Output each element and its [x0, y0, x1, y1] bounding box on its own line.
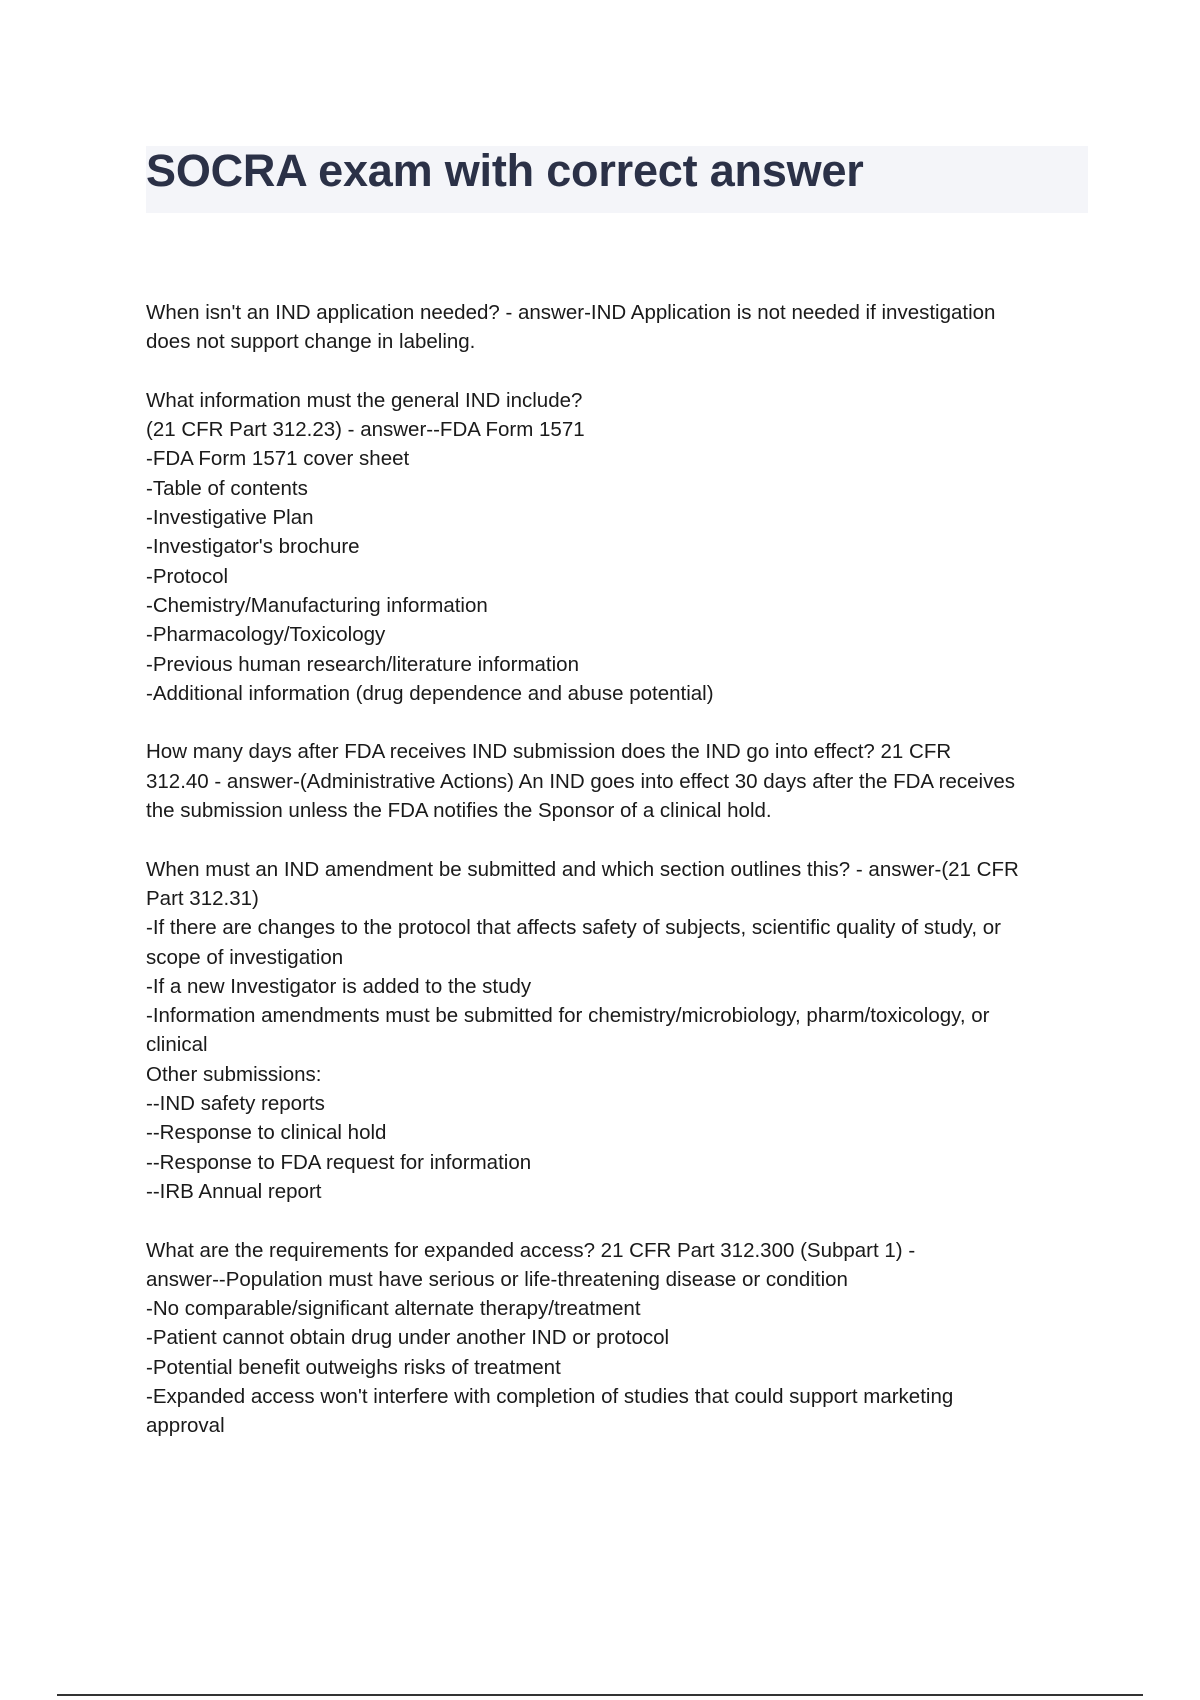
text-line: scope of investigation — [146, 945, 344, 969]
text-line: -Potential benefit outweighs risks of treatment — [146, 1355, 561, 1379]
text-line: -Investigator's brochure — [146, 535, 360, 559]
text-line: -Patient cannot obtain drug under another IND or protocol — [146, 1326, 670, 1350]
text-line: the submission unless the FDA notifies the Sponsor of a clinical hold. — [146, 799, 772, 823]
text-line: -Table of contents — [146, 476, 308, 500]
text-line: answer--Population must have serious or life-threatening disease or condition — [146, 1267, 848, 1291]
text-line: clinical — [146, 1033, 208, 1057]
page-title: SOCRA exam with correct answer — [146, 145, 864, 196]
text-line: does not support change in labeling. — [146, 330, 476, 354]
qa-block-1 — [146, 298, 1096, 357]
text-line: -Chemistry/Manufacturing information — [146, 593, 488, 617]
text-line: --Response to clinical hold — [146, 1121, 387, 1145]
text-line: Part 312.31) — [146, 886, 259, 910]
text-line: -Pharmacology/Toxicology — [146, 623, 386, 647]
text-line: -If a new Investigator is added to the study — [146, 974, 532, 998]
text-line: -Additional information (drug dependence and abuse potential) — [146, 681, 714, 705]
qa-block-3 — [146, 737, 1096, 825]
text-line: How many days after FDA receives IND submission does the IND go into effect? 21 CFR — [146, 740, 952, 764]
text-line: What information must the general IND include? — [146, 388, 583, 412]
qa-block-2 — [146, 386, 1096, 708]
text-line: -Investigative Plan — [146, 506, 314, 530]
text-line: -If there are changes to the protocol that affects safety of subjects, scientific quality of study, or — [146, 916, 1001, 940]
page-footer-rule — [57, 1694, 1143, 1696]
text-line: -Information amendments must be submitted for chemistry/microbiology, pharm/toxicology, or — [146, 1004, 990, 1028]
document-body — [146, 298, 1096, 1470]
text-line: When must an IND amendment be submitted and which section outlines this? - answer-(21 CFR — [146, 857, 1019, 881]
text-line: (21 CFR Part 312.23) - answer--FDA Form 1571 — [146, 418, 585, 442]
text-line: --IND safety reports — [146, 1092, 325, 1116]
text-line: 312.40 - answer-(Administrative Actions) An IND goes into effect 30 days after the FDA receives — [146, 769, 1016, 793]
text-line: Other submissions: — [146, 1062, 322, 1086]
qa-block-5 — [146, 1236, 1096, 1441]
text-line: What are the requirements for expanded access? 21 CFR Part 312.300 (Subpart 1) - — [146, 1238, 916, 1262]
text-line: --Response to FDA request for information — [146, 1150, 532, 1174]
text-line: approval — [146, 1414, 225, 1438]
text-line: -Protocol — [146, 564, 229, 588]
text-line: -FDA Form 1571 cover sheet — [146, 447, 410, 471]
text-line: -No comparable/significant alternate therapy/treatment — [146, 1297, 641, 1321]
qa-block-4 — [146, 855, 1096, 1207]
text-line: -Previous human research/literature information — [146, 652, 579, 676]
text-line: -Expanded access won't interfere with completion of studies that could support marketing — [146, 1384, 954, 1408]
text-line: --IRB Annual report — [146, 1179, 322, 1203]
text-line: When isn't an IND application needed? - answer-IND Application is not needed if investigation — [146, 301, 996, 324]
